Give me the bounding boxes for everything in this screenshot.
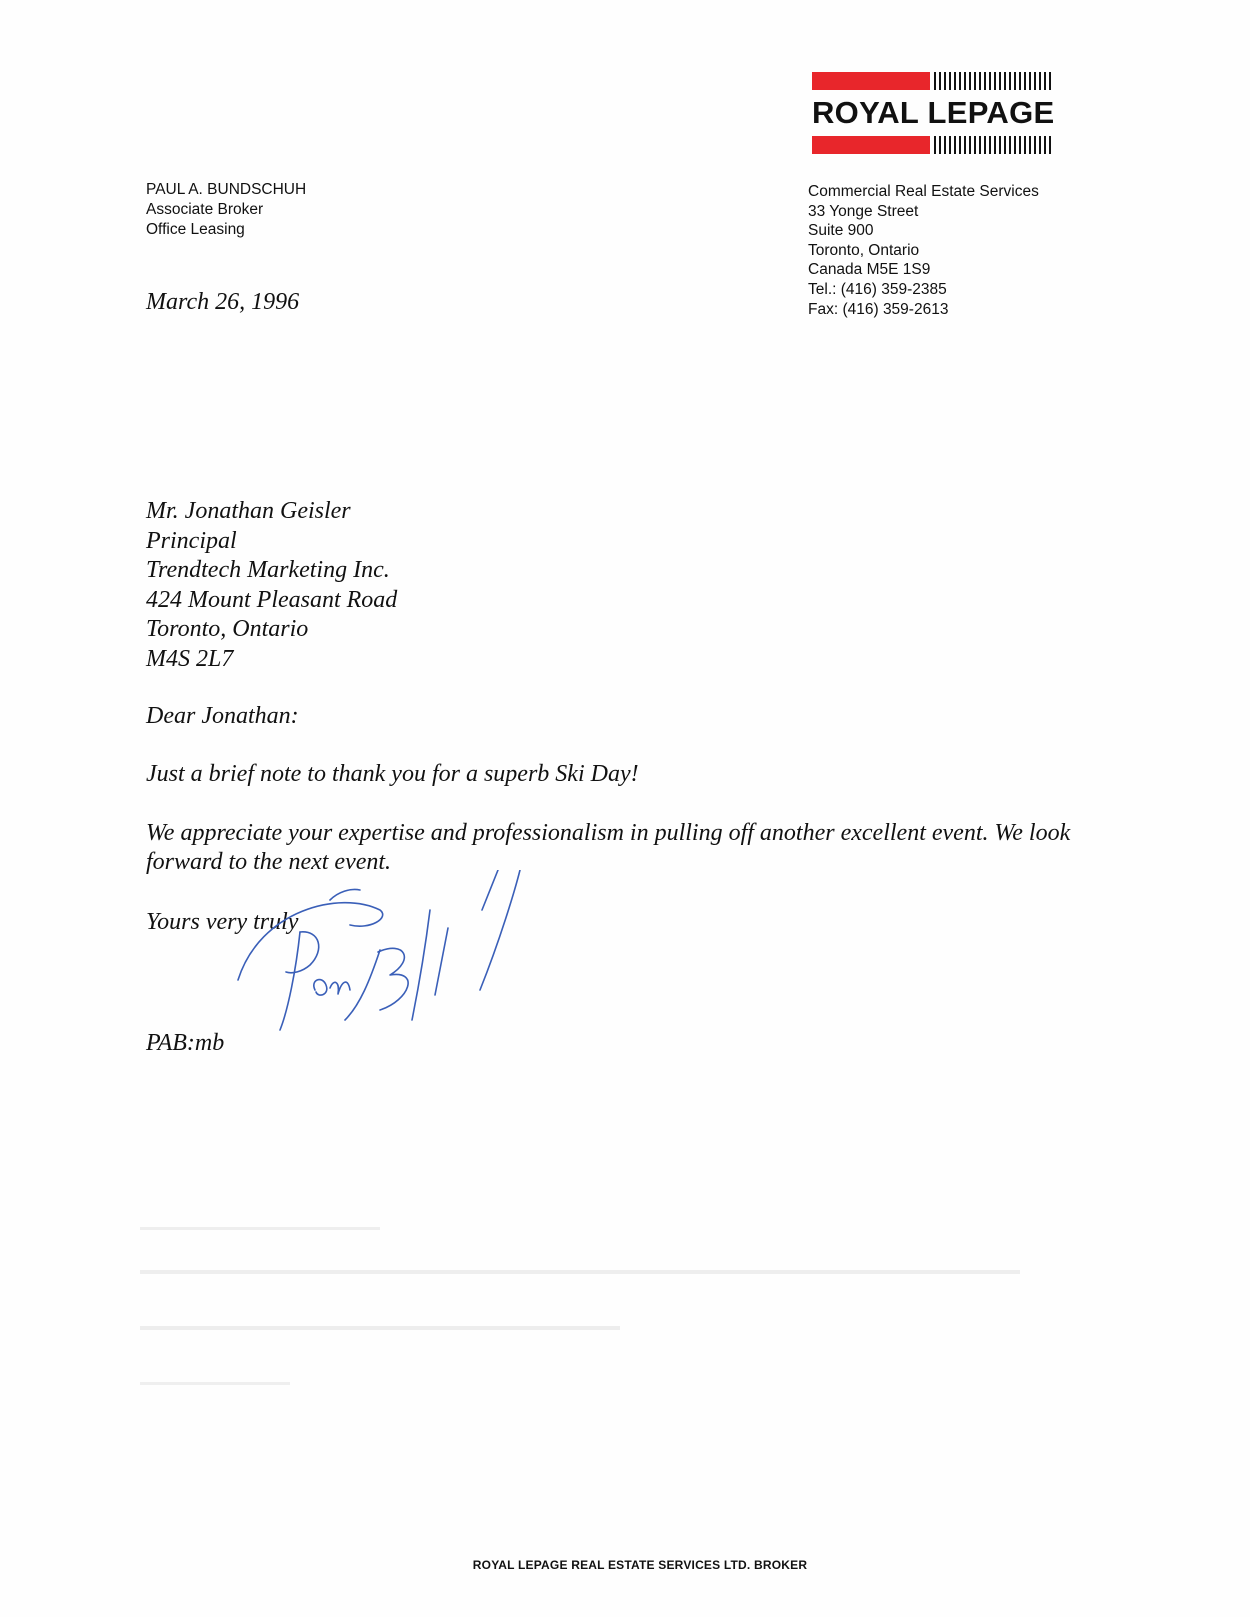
recipient-company: Trendtech Marketing Inc. xyxy=(146,557,390,583)
company-street: 33 Yonge Street xyxy=(808,202,919,220)
salutation: Dear Jonathan: xyxy=(146,703,299,729)
closing: Yours very truly xyxy=(146,909,299,935)
recipient-name: Mr. Jonathan Geisler xyxy=(146,498,351,524)
sender-block xyxy=(146,180,306,240)
company-address-block xyxy=(808,182,1039,319)
bleed-through-mark xyxy=(140,1225,1040,1233)
company-city: Toronto, Ontario xyxy=(808,241,920,259)
sender-department: Office Leasing xyxy=(146,221,245,238)
recipient-block xyxy=(146,497,397,674)
bleed-through-mark xyxy=(140,1324,1040,1332)
letter-date: March 26, 1996 xyxy=(146,289,300,315)
royal-lepage-logo xyxy=(812,72,1055,156)
footer-text: ROYAL LEPAGE REAL ESTATE SERVICES LTD. BROKER xyxy=(472,1558,808,1572)
company-fax: Fax: (416) 359-2613 xyxy=(808,300,949,318)
company-country-postal: Canada M5E 1S9 xyxy=(808,261,931,279)
handwritten-signature xyxy=(230,870,560,1070)
bleed-through-mark xyxy=(140,1380,1040,1388)
logo-top-bar xyxy=(812,72,1052,90)
logo-wordmark: ROYAL LEPAGE xyxy=(812,95,1055,130)
sender-name: PAUL A. BUNDSCHUH xyxy=(146,181,307,198)
sender-title: Associate Broker xyxy=(146,201,264,218)
recipient-title: Principal xyxy=(146,527,237,554)
bleed-through-mark xyxy=(140,1268,1040,1276)
company-suite: Suite 900 xyxy=(808,222,874,240)
logo-bottom-bar xyxy=(812,136,1052,154)
letter-footer xyxy=(0,1558,1250,1572)
recipient-city: Toronto, Ontario xyxy=(146,616,309,642)
recipient-postal: M4S 2L7 xyxy=(146,645,234,672)
body-paragraph-1: Just a brief note to thank you for a superb Ski Day! xyxy=(146,761,639,787)
recipient-street: 424 Mount Pleasant Road xyxy=(146,586,398,613)
company-tel: Tel.: (416) 359-2385 xyxy=(808,280,947,298)
typist-initials: PAB:mb xyxy=(146,1030,225,1056)
body-paragraph-2: We appreciate your expertise and professionalism in pulling off another excellent event. We look forward to the next event. xyxy=(146,820,1071,875)
company-division: Commercial Real Estate Services xyxy=(808,183,1039,200)
